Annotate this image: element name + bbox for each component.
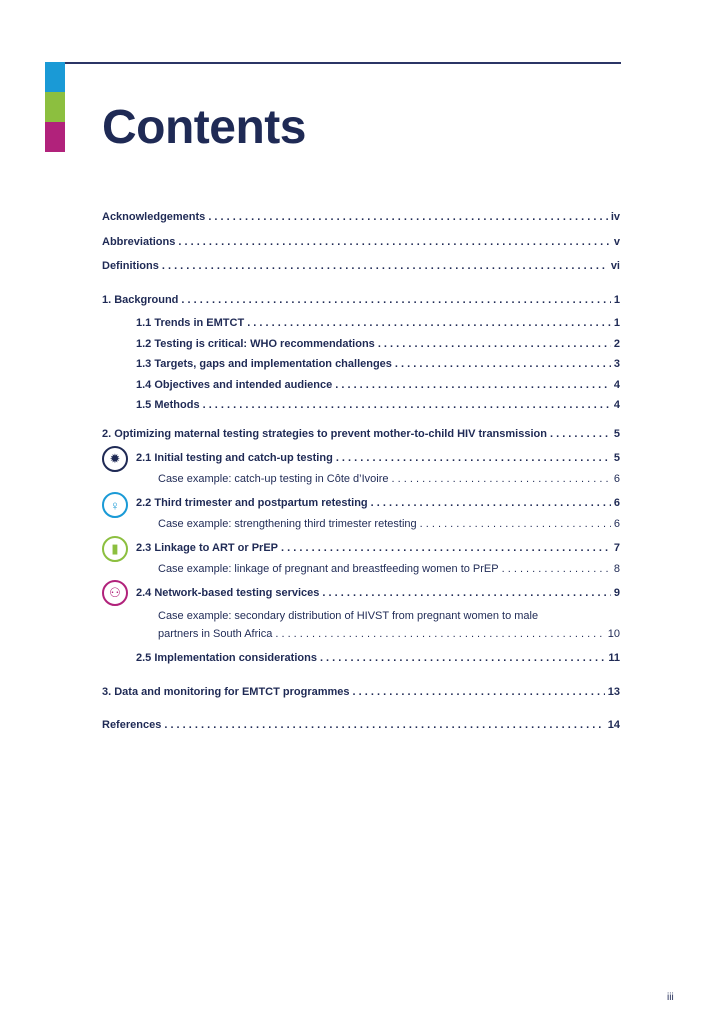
toc-entry-abbreviations[interactable]: Abbreviations . . . v xyxy=(102,236,620,257)
toc-entry-acknowledgements[interactable]: Acknowledgements . . . iv xyxy=(102,211,620,232)
toc-entry-2-1-case[interactable]: Case example: catch-up testing in Côte d’Ivoire . . . 6 xyxy=(102,473,620,494)
toc-entry-section-3[interactable]: 3. Data and monitoring for EMTCT programmes . . . 13 xyxy=(102,686,620,707)
toc-entry-1-4[interactable]: 1.4 Objectives and intended audience . . . 4 xyxy=(102,379,620,400)
toc-entry-2-4-case[interactable]: partners in South Africa . . . 10 xyxy=(102,628,620,649)
toc-entry-references[interactable]: References . . . 14 xyxy=(102,719,620,740)
page-number: iii xyxy=(667,992,674,1003)
virus-icon: ✹ xyxy=(102,446,128,472)
toc-entry-definitions[interactable]: Definitions . . . vi xyxy=(102,260,620,281)
toc-entry-2-3-case[interactable]: Case example: linkage of pregnant and breastfeeding women to PrEP . . . 8 xyxy=(102,563,620,584)
toc-entry-2-1[interactable]: 2.1 Initial testing and catch-up testing . . . 5 xyxy=(102,452,620,473)
toc-entry-section-2[interactable]: 2. Optimizing maternal testing strategies to prevent mother-to-child HIV transmission . . . 5 xyxy=(102,428,620,449)
toc-entry-2-2[interactable]: 2.2 Third trimester and postpartum retesting . . . 6 xyxy=(102,497,620,518)
toc-entry-2-4-case-line1[interactable]: Case example: secondary distribution of HIVST from pregnant women to male xyxy=(158,609,539,622)
page-title: Contents xyxy=(102,101,306,154)
accent-bar-green xyxy=(45,92,65,122)
toc-entry-2-2-case[interactable]: Case example: strengthening third trimester retesting . . . 6 xyxy=(102,518,620,539)
accent-bar-magenta xyxy=(45,122,65,152)
header-rule xyxy=(65,62,621,64)
medication-icon: ▮ xyxy=(102,536,128,562)
toc-entry-1-1[interactable]: 1.1 Trends in EMTCT . . . 1 xyxy=(102,317,620,338)
toc-entry-1-3[interactable]: 1.3 Targets, gaps and implementation challenges . . . 3 xyxy=(102,358,620,379)
toc-entry-2-3[interactable]: 2.3 Linkage to ART or PrEP . . . 7 xyxy=(102,542,620,563)
toc-entry-1-2[interactable]: 1.2 Testing is critical: WHO recommendations . . . 2 xyxy=(102,338,620,359)
toc-entry-1-5[interactable]: 1.5 Methods . . . 4 xyxy=(102,399,620,420)
pregnant-woman-icon: ♀ xyxy=(102,492,128,518)
table-of-contents xyxy=(102,211,620,740)
family-icon: ⚇ xyxy=(102,580,128,606)
toc-entry-2-5[interactable]: 2.5 Implementation considerations . . . 11 xyxy=(102,652,620,673)
toc-entry-2-4[interactable]: 2.4 Network-based testing services . . . 9 xyxy=(102,587,620,608)
accent-bar-blue xyxy=(45,62,65,92)
toc-entry-background[interactable]: 1. Background . . . 1 xyxy=(102,294,620,315)
